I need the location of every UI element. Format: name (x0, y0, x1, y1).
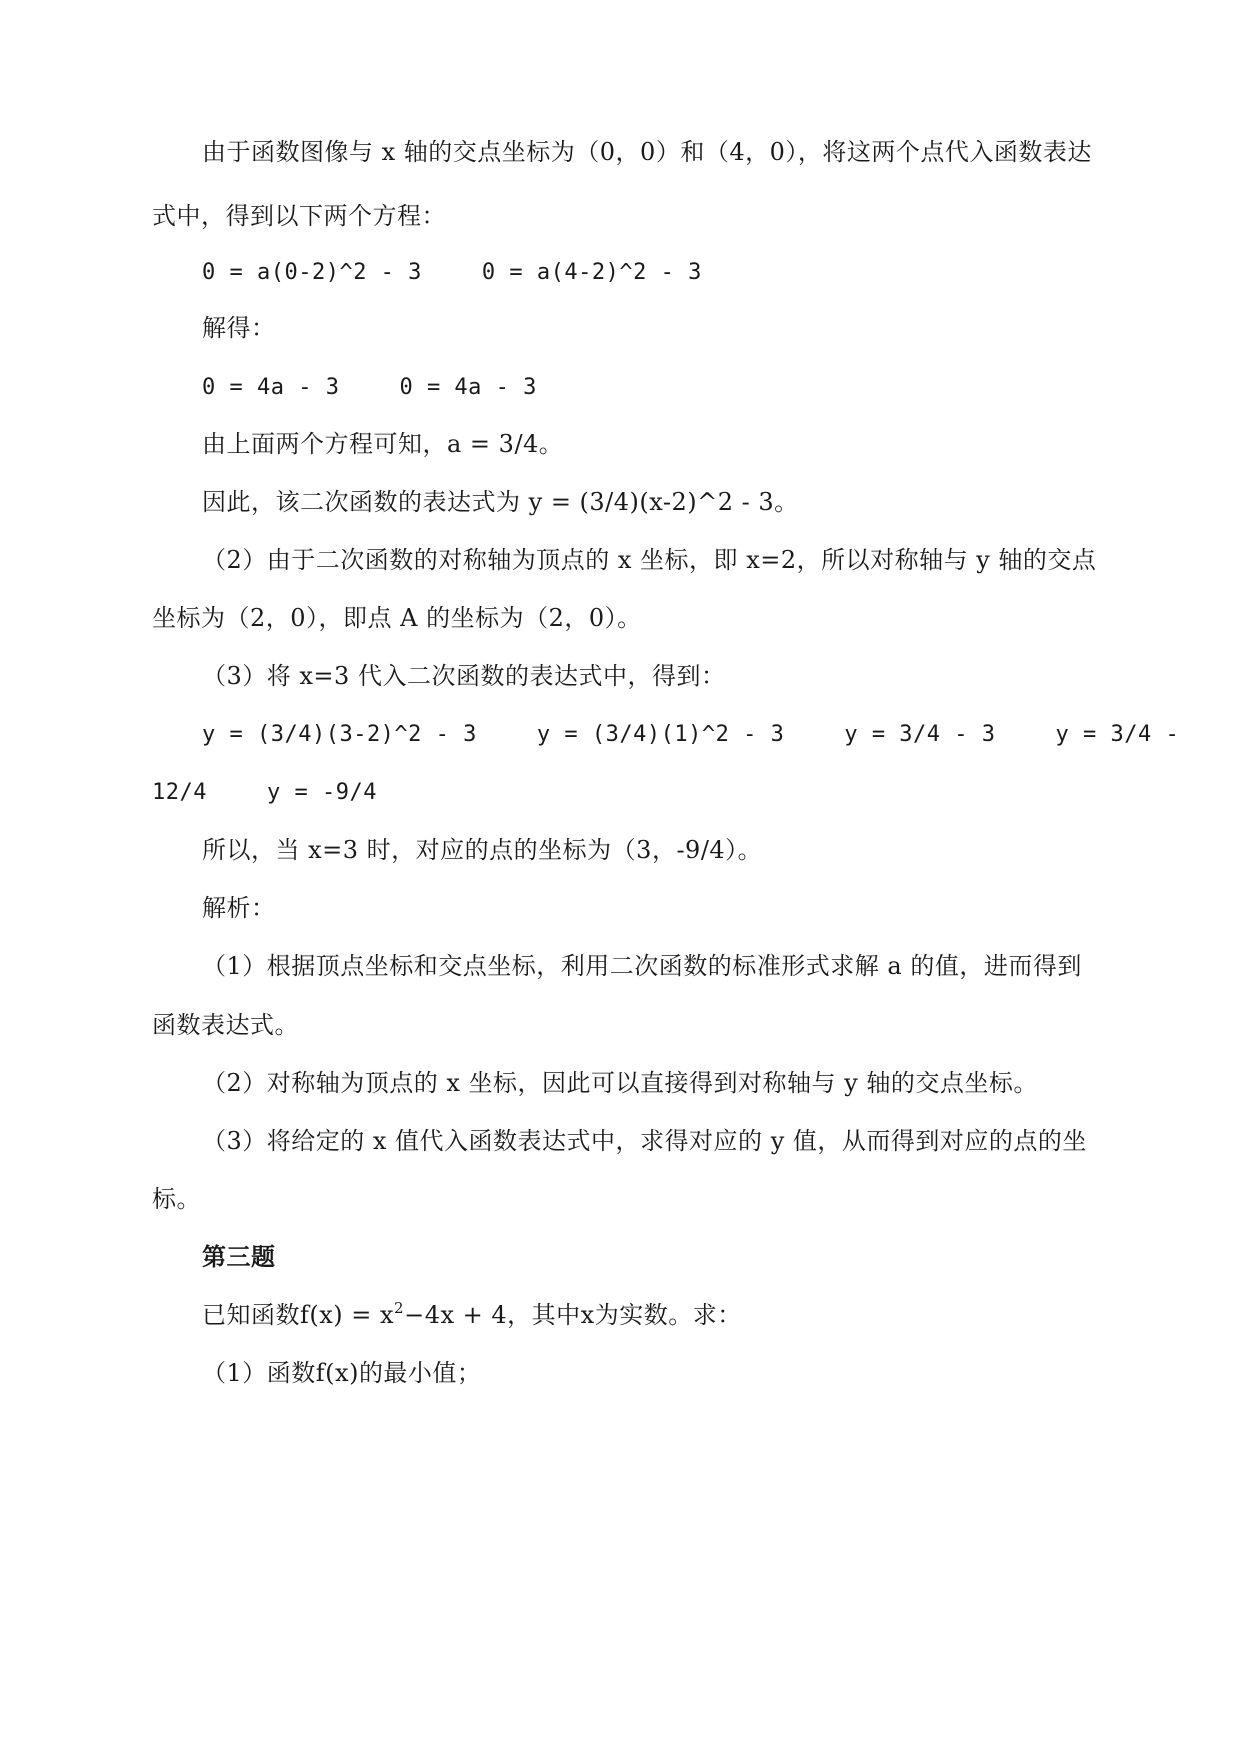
text: 式中，得到以下两个方程： (152, 202, 446, 230)
text: 标。 (152, 1185, 201, 1213)
analysis-3-line2 (152, 1183, 201, 1215)
part3-line1 (202, 660, 725, 692)
equation: 0 = a(0-2)^2 - 3 (202, 260, 422, 285)
text: （3）将 x=3 代入二次函数的表达式中，得到： (202, 662, 726, 690)
heading: 第三题 (202, 1242, 276, 1271)
equation: 12/4 (152, 780, 207, 805)
part3-conclusion (202, 834, 762, 866)
equation: y = (3/4)(3-2)^2 - 3 (202, 722, 477, 747)
text: （1）函数 (202, 1359, 316, 1387)
text: （3）将给定的 x 值代入函数表达式中，求得对应的 y 值，从而得到对应的点的坐 (202, 1127, 1087, 1155)
equation: 0 = 4a - 3 (399, 375, 537, 400)
analysis-3-line1 (202, 1125, 1087, 1157)
part2-line2 (152, 602, 642, 634)
text: ，其中x为实数。求： (507, 1301, 742, 1329)
equation: y = 3/4 - (1055, 722, 1180, 747)
text: 函数表达式。 (152, 1011, 299, 1039)
text: 的最小值； (358, 1359, 482, 1387)
analysis-1-line1 (202, 950, 1082, 982)
formula: f(x) = x (300, 1301, 395, 1329)
equation-row-1 (202, 257, 702, 289)
question-statement (202, 1299, 742, 1331)
text: 因此，该二次函数的表达式为 y = (3/4)(x-2)^2 - 3。 (202, 488, 799, 516)
solve-label (202, 312, 276, 344)
text: （2）对称轴为顶点的 x 坐标，因此可以直接得到对称轴与 y 轴的交点坐标。 (202, 1069, 1038, 1097)
section-title (202, 1241, 276, 1273)
conclusion-a (202, 428, 563, 460)
analysis-label (202, 892, 276, 924)
equation: y = (3/4)(1)^2 - 3 (536, 722, 785, 747)
part2-line1 (202, 544, 1096, 576)
text: 由上面两个方程可知，a = 3/4。 (202, 430, 564, 458)
analysis-1-line2 (152, 1009, 299, 1041)
text: 解得： (202, 314, 276, 342)
equation: y = 3/4 - 3 (844, 722, 996, 747)
paragraph-intro-line1 (202, 136, 1092, 168)
equation: 0 = a(4-2)^2 - 3 (481, 260, 702, 285)
equation: 0 = 4a - 3 (202, 375, 340, 400)
formula: −4x + 4 (404, 1301, 508, 1329)
analysis-2-line1 (202, 1067, 1038, 1099)
equation-row-2 (202, 372, 537, 404)
formula: f(x) (315, 1359, 359, 1387)
formula-exponent: 2 (394, 1299, 405, 1317)
text: （1）根据顶点坐标和交点坐标，利用二次函数的标准形式求解 a 的值，进而得到 (202, 952, 1082, 980)
text: 坐标为（2，0），即点 A 的坐标为（2，0）。 (152, 604, 642, 632)
text: 已知函数 (202, 1301, 300, 1329)
text: （2）由于二次函数的对称轴为顶点的 x 坐标，即 x=2，所以对称轴与 y 轴的交点 (202, 546, 1097, 574)
text: 解析： (202, 894, 276, 922)
equation-row-3 (202, 719, 1179, 751)
equation-row-3-continued (152, 777, 377, 809)
paragraph-intro-line2 (152, 200, 446, 232)
conclusion-expression (202, 486, 799, 518)
equation: y = -9/4 (266, 780, 377, 805)
question-part-1 (202, 1357, 481, 1389)
text: 由于函数图像与 x 轴的交点坐标为（0，0）和（4，0），将这两个点代入函数表达 (202, 138, 1092, 166)
text: 所以，当 x=3 时，对应的点的坐标为（3，-9/4）。 (202, 836, 763, 864)
